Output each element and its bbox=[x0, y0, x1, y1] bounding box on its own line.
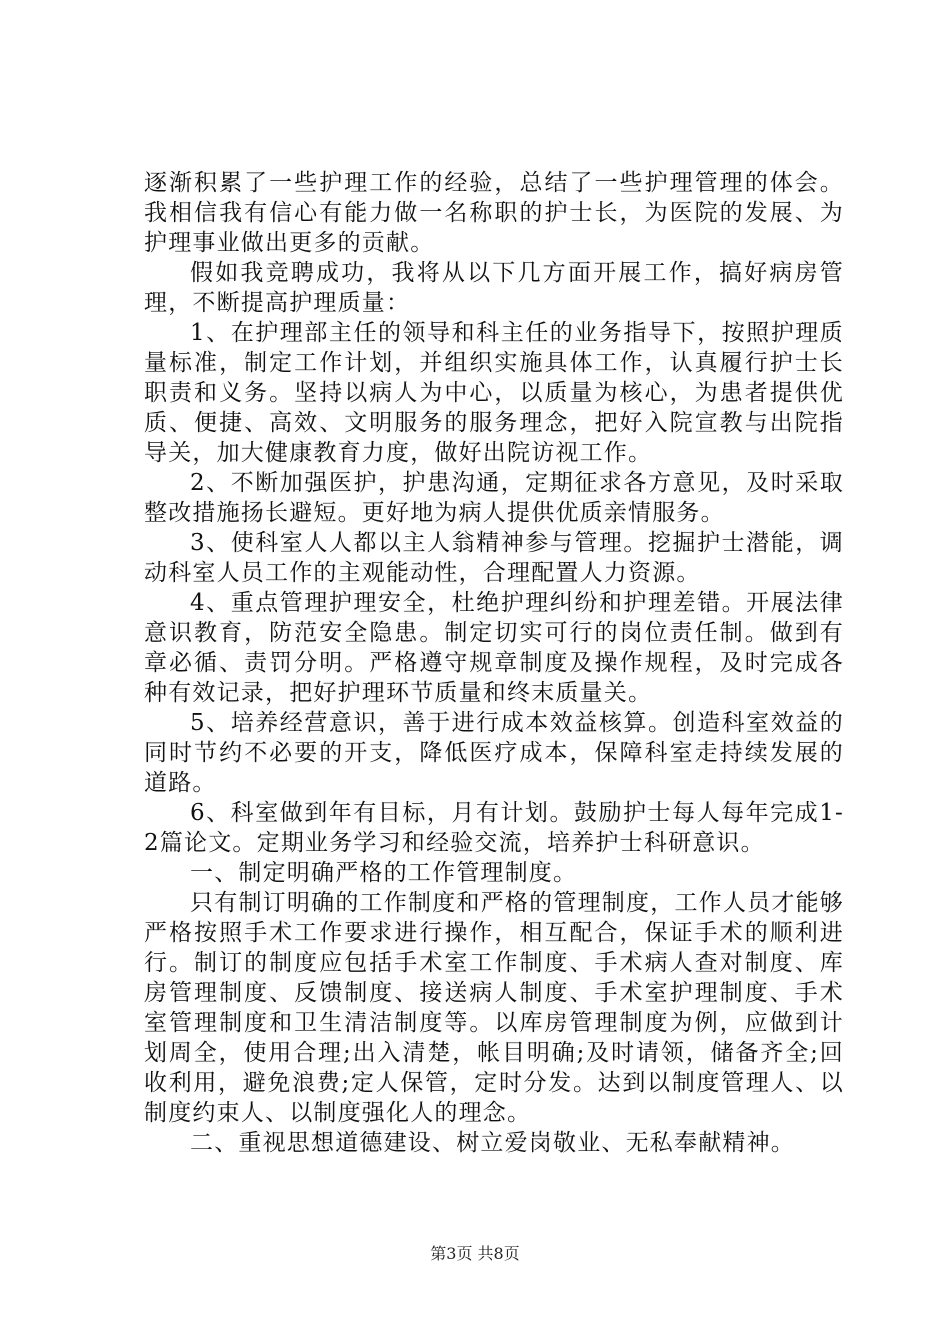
paragraph-item-3: 3、使科室人人都以主人翁精神参与管理。挖掘护士潜能，调动科室人员工作的主观能动性，合理配置人力资源。 bbox=[144, 530, 844, 586]
paragraph-intro: 假如我竞聘成功，我将从以下几方面开展工作，搞好病房管理，不断提高护理质量： bbox=[144, 260, 844, 316]
paragraph-section-1: 只有制订明确的工作制度和严格的管理制度，工作人员才能够严格按照手术工作要求进行操作，相互配合，保证手术的顺利进行。制订的制度应包括手术室工作制度、手术病人查对制度、库房管理制度、反馈制度、接送病人制度、手术室护理制度、手术室管理制度和卫生清洁制度等。以库房管理制度为例，应做到计划周全，使用合理;出入清楚，帐目明确;及时请领，储备齐全;回收利用，避免浪费;定人保管，定时分发。达到以制度管理人、以制度约束人、以制度强化人的理念。 bbox=[144, 890, 844, 1126]
document-body bbox=[144, 168, 844, 1158]
page-number: 第3页 共8页 bbox=[430, 1244, 520, 1263]
paragraph-item-4: 4、重点管理护理安全，杜绝护理纠纷和护理差错。开展法律意识教育，防范安全隐患。制定切实可行的岗位责任制。做到有章必循、责罚分明。严格遵守规章制度及操作规程，及时完成各种有效记录，把好护理环节质量和终末质量关。 bbox=[144, 590, 844, 706]
paragraph-item-1: 1、在护理部主任的领导和科主任的业务指导下，按照护理质量标准，制定工作计划，并组织实施具体工作，认真履行护士长职责和义务。坚持以病人为中心，以质量为核心，为患者提供优质、便捷、高效、文明服务的服务理念，把好入院宣教与出院指导关，加大健康教育力度，做好出院访视工作。 bbox=[144, 320, 844, 466]
paragraph-item-5: 5、培养经营意识，善于进行成本效益核算。创造科室效益的同时节约不必要的开支，降低医疗成本，保障科室走持续发展的道路。 bbox=[144, 710, 844, 796]
section-heading-1: 一、制定明确严格的工作管理制度。 bbox=[190, 860, 578, 886]
page-footer bbox=[0, 1244, 950, 1264]
paragraph-item-2: 2、不断加强医护，护患沟通，定期征求各方意见，及时采取整改措施扬长避短。更好地为病人提供优质亲情服务。 bbox=[144, 470, 844, 526]
section-heading-2: 二、重视思想道德建设、树立爱岗敬业、无私奉献精神。 bbox=[190, 1130, 795, 1156]
paragraph-item-6: 6、科室做到年有目标，月有计划。鼓励护士每人每年完成1-2篇论文。定期业务学习和经验交流，培养护士科研意识。 bbox=[144, 800, 844, 856]
paragraph-continuation: 逐渐积累了一些护理工作的经验，总结了一些护理管理的体会。我相信我有信心有能力做一名称职的护士长，为医院的发展、为护理事业做出更多的贡献。 bbox=[144, 170, 844, 256]
